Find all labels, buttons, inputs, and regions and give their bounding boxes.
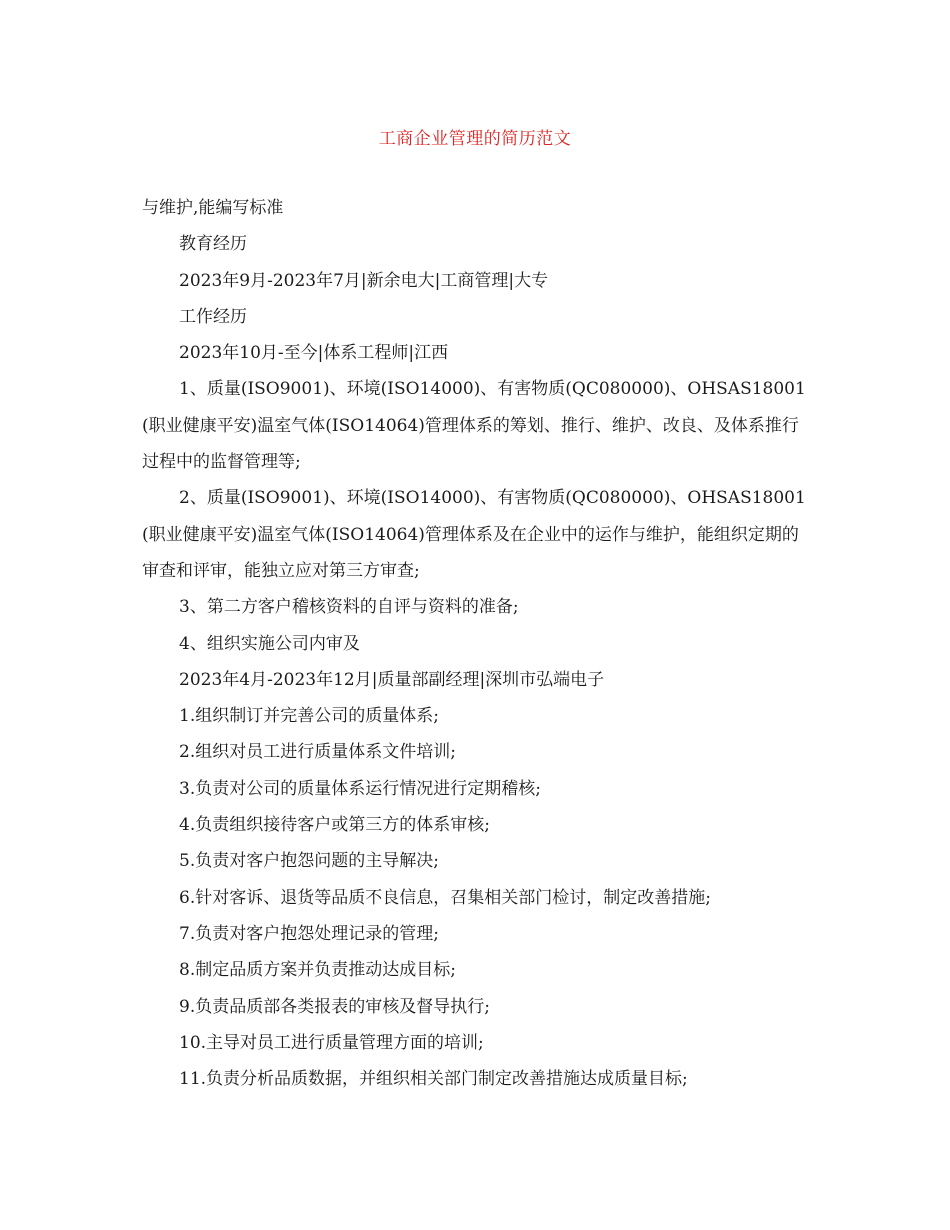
paragraph: 与维护,能编写标准 bbox=[142, 198, 284, 218]
paragraph: 10.主导对员工进行质量管理方面的培训; bbox=[179, 1032, 484, 1053]
paragraph: 7.负责对客户抱怨处理记录的管理; bbox=[179, 923, 439, 944]
paragraph: 2.组织对员工进行质量体系文件培训; bbox=[179, 742, 456, 763]
paragraph: 11.负责分析品质数据，并组织相关部门制定改善措施达成质量目标; bbox=[179, 1069, 688, 1090]
paragraph: 工作经历 bbox=[179, 306, 247, 327]
paragraph: 3、第二方客户稽核资料的自评与资料的准备; bbox=[179, 597, 519, 618]
paragraph: 8.制定品质方案并负责推动达成目标; bbox=[179, 960, 456, 981]
paragraph: 2、质量(ISO9001)、环境(ISO14000)、有害物质(QC080000)、OHSAS18001(职业健康平安)温室气体(ISO14064)管理体系及在企业中的运作与维护，能组织定期的审查和评审，能独立应对第三方审查; bbox=[142, 488, 806, 581]
document-body bbox=[142, 190, 808, 1097]
paragraph: 4.负责组织接待客户或第三方的体系审核; bbox=[179, 815, 490, 836]
paragraph: 1、质量(ISO9001)、环境(ISO14000)、有害物质(QC080000)、OHSAS18001(职业健康平安)温室气体(ISO14064)管理体系的筹划、推行、维护、改良、及体系推行过程中的监督管理等; bbox=[142, 379, 806, 473]
paragraph: 4、组织实施公司内审及 bbox=[179, 633, 360, 654]
paragraph: 3.负责对公司的质量体系运行情况进行定期稽核; bbox=[179, 778, 541, 799]
document-title: 工商企业管理的简历范文 bbox=[378, 129, 572, 149]
paragraph: 教育经历 bbox=[179, 234, 247, 255]
paragraph: 2023年4月-2023年12月|质量部副经理|深圳市弘端电子 bbox=[179, 669, 605, 690]
paragraph: 6.针对客诉、退货等品质不良信息，召集相关部门检讨，制定改善措施; bbox=[179, 887, 711, 908]
paragraph: 9.负责品质部各类报表的审核及督导执行; bbox=[179, 996, 490, 1017]
paragraph: 2023年10月-至今|体系工程师|江西 bbox=[179, 343, 449, 364]
paragraph: 2023年9月-2023年7月|新余电大|工商管理|大专 bbox=[179, 270, 549, 291]
paragraph: 1.组织制订并完善公司的质量体系; bbox=[179, 706, 439, 727]
paragraph: 5.负责对客户抱怨问题的主导解决; bbox=[179, 851, 439, 872]
